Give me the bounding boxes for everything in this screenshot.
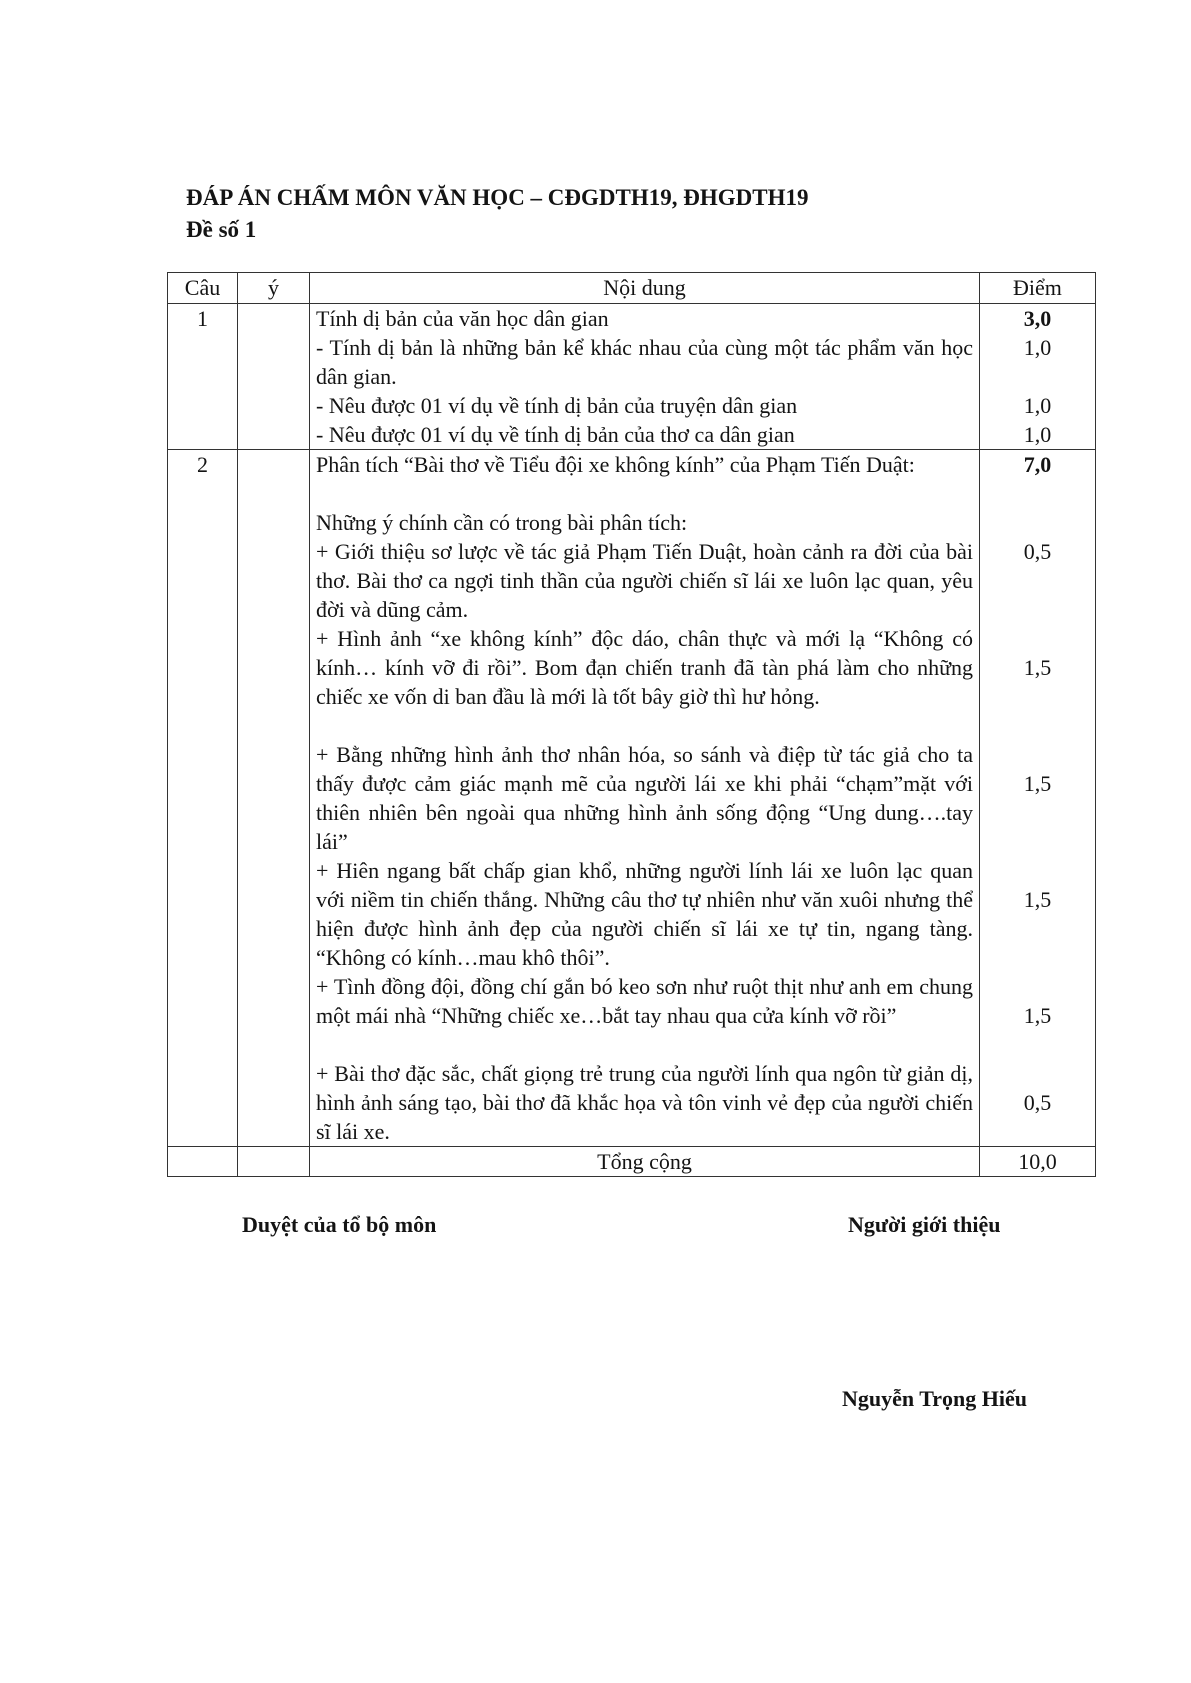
question-number: 2 [168,450,238,1147]
content-cell [310,450,980,1147]
item-score: 1,0 [1023,335,1052,360]
total-score: 10,0 [980,1147,1096,1177]
question-intro: Những ý chính cần có trong bài phân tích: [316,510,688,535]
question-heading: Phân tích “Bài thơ về Tiểu đội xe không kính” của Phạm Tiến Duật: [316,452,915,477]
answer-item: + Bài thơ đặc sắc, chất giọng trẻ trung của người lính qua ngôn từ giản dị, hình ảnh sáng tạo, bài thơ đã khắc họa và tôn vinh vẻ đẹp của người chiến sĩ lái xe. [316,1061,973,1144]
item-score: 1,5 [1023,887,1052,912]
answer-item: + Giới thiệu sơ lược về tác giả Phạm Tiến Duật, hoàn cảnh ra đời của bài thơ. Bài thơ ca ngợi tinh thần của người chiến sĩ lái xe luôn lạc quan, yêu đời và dũng cảm. [316,539,973,622]
answer-key-table [167,272,1096,1177]
table-header-row [168,273,1096,304]
header-cau: Câu [168,273,238,304]
proposer-label: Người giới thiệu [848,1212,1001,1237]
question-number: 1 [168,304,238,450]
item-score: 1,5 [1023,1003,1052,1028]
item-score: 1,0 [1023,422,1052,447]
item-score: 0,5 [1023,539,1052,564]
answer-item: + Bằng những hình ảnh thơ nhân hóa, so sánh và điệp từ tác giả cho ta thấy được cảm giác mạnh mẽ của người lái xe khi phải “chạm”mặt với thiên nhiên bên ngoài qua những hình ảnh sống động “Ung dung….tay lái” [316,742,973,854]
heading-score: 7,0 [1023,452,1052,477]
item-score: 1,5 [1023,655,1052,680]
total-label: Tổng cộng [310,1147,980,1177]
answer-item: + Hình ảnh “xe không kính” độc dáo, chân thực và mới lạ “Không có kính… kính vỡ đi rồi”. Bom đạn chiến tranh đã tàn phá làm cho những chiếc xe vốn di ban đầu là mới là tốt bây giờ thì hư hỏng. [316,626,973,709]
item-score: 1,5 [1023,771,1052,796]
sub-item-cell [238,304,310,450]
question-row-2 [168,450,1096,1147]
answer-item: - Tính dị bản là những bản kể khác nhau của cùng một tác phẩm văn học dân gian. [316,335,973,389]
answer-item: - Nêu được 01 ví dụ về tính dị bản của thơ ca dân gian [316,422,795,447]
total-row [168,1147,1096,1177]
signer-name: Nguyễn Trọng Hiếu [842,1386,1027,1411]
answer-item: + Tình đồng đội, đồng chí gắn bó keo sơn như ruột thịt như anh em chung một mái nhà “Những chiếc xe…bắt tay nhau qua cửa kính vỡ rồi” [316,974,973,1028]
answer-item: - Nêu được 01 ví dụ về tính dị bản của truyện dân gian [316,393,798,418]
document-title: ĐÁP ÁN CHẤM MÔN VĂN HỌC – CĐGDTH19, ĐHGDTH19 [186,185,809,210]
department-approval-label: Duyệt của tổ bộ môn [242,1212,437,1237]
header-diem: Điểm [980,273,1096,304]
sub-item-cell [238,450,310,1147]
question-heading: Tính dị bản của văn học dân gian [316,306,609,331]
header-y: ý [238,273,310,304]
question-row-1 [168,304,1096,450]
header-noi-dung: Nội dung [310,273,980,304]
item-score: 0,5 [1023,1090,1052,1115]
exam-number: Đề số 1 [186,217,257,242]
heading-score: 3,0 [1023,306,1052,331]
answer-item: + Hiên ngang bất chấp gian khổ, những người lính lái xe luôn lạc quan với niềm tin chiến thắng. Những câu thơ tự nhiên như văn xuôi nhưng thể hiện được hình ảnh đẹp của người chiến sĩ lái xe tự tin, ngang tàng. “Không có kính…mau khô thôi”. [316,858,973,970]
content-cell [310,304,980,450]
item-score: 1,0 [1023,393,1052,418]
score-cell [980,450,1096,1147]
score-cell [980,304,1096,450]
